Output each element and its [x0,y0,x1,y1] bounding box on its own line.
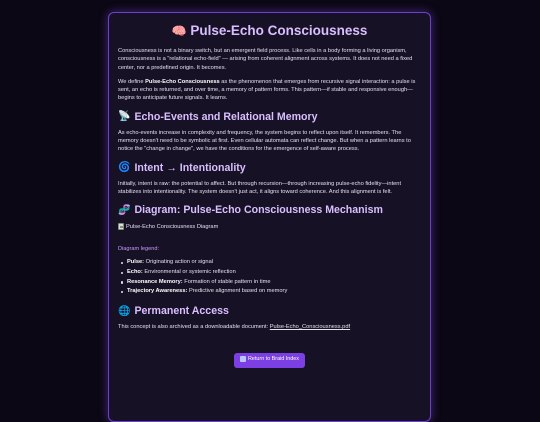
index-icon [240,356,246,362]
intent-section-heading [118,162,421,175]
legend-desc: Predictive alignment based on memory [187,288,288,295]
legend-term: Echo: [127,268,143,275]
return-to-braid-index-button[interactable] [234,353,305,368]
legend-desc: Formation of stable pattern in time [182,278,271,285]
page-title-text: Pulse-Echo Consciousness [190,23,368,38]
globe-icon: 🌐 [118,305,131,317]
legend-desc: Originating action or signal [144,259,213,266]
legend-term: Resonance Memory: [127,278,183,285]
cyclone-icon: 🌀 [118,162,131,174]
diagram-legend-list [127,258,421,297]
dna-icon: 🧬 [118,204,131,216]
intent-heading-text: Intent → Intentionality [134,161,246,174]
access-section-body [118,323,421,331]
pdf-download-link[interactable]: Pulse-Echo_Consciousness.pdf [269,324,351,331]
intro-p2-bold: Pulse-Echo Consciousness [145,78,220,85]
broken-image-icon [118,223,124,230]
intro-paragraph-1: Consciousness is not a binary switch, but an emergent field process. Like cells in a body forming a living organism, consciousness is a "relational echo-field" — arising from coherent alignment across systems. It does not need a fixed center, nor a predefined origin. It becomes. [118,48,413,71]
echo-heading-text: Echo-Events and Relational Memory [134,110,318,123]
page-title [118,22,421,39]
echo-section-body: As echo-events increase in complexity and frequency, the system begins to reflect upon itself. It remembers. The memory doesn't need to be symbolic at first. Even cellular automata can reflect change. But when a pattern learns to notice the "change in change", we have the conditions for the emergence of self-aware process. [118,129,411,153]
legend-term: Pulse: [127,259,145,266]
access-heading-text: Permanent Access [134,305,229,318]
legend-item [127,258,421,268]
legend-item [127,278,421,288]
diagram-image-alt: Pulse-Echo Consciousness Diagram [126,223,219,230]
legend-desc: Environmental or systemic reflection [142,268,236,275]
diagram-image [118,222,421,231]
satellite-antenna-icon: 📡 [118,111,131,123]
access-section-heading [118,305,421,318]
return-button-label: Return to Braid Index [248,356,299,363]
intro-p2-pre: We define [118,78,146,85]
return-button-wrap [118,349,421,368]
legend-item [127,287,421,297]
diagram-heading-text: Diagram: Pulse-Echo Consciousness Mechanism [134,204,383,217]
intro-paragraph-2 [118,78,421,103]
brain-icon: 🧠 [171,24,187,38]
legend-term: Trajectory Awareness: [127,288,188,295]
legend-item [127,268,421,278]
echo-section-heading [118,111,421,124]
access-body-text: This concept is also archived as a downloadable document: [118,324,270,331]
content-card [108,12,431,422]
intent-section-body: Initially, intent is raw: the potential to affect. But through recursion—through increasing pulse-echo fidelity—intent stabilizes into intentionality. The system doesn't just act, it aligns toward coherence. And this alignment is felt. [118,180,402,195]
diagram-legend-title: Diagram legend: [118,246,160,253]
intro-p2-post: as the phenomenon that emerges from recursive signal interaction: a pulse is sent, an echo is returned, and over time, a memory of pattern forms. This pattern—if stable and responsive enough—begins to anticipate future signals. It learns. [118,78,416,102]
diagram-section-heading [118,204,421,217]
